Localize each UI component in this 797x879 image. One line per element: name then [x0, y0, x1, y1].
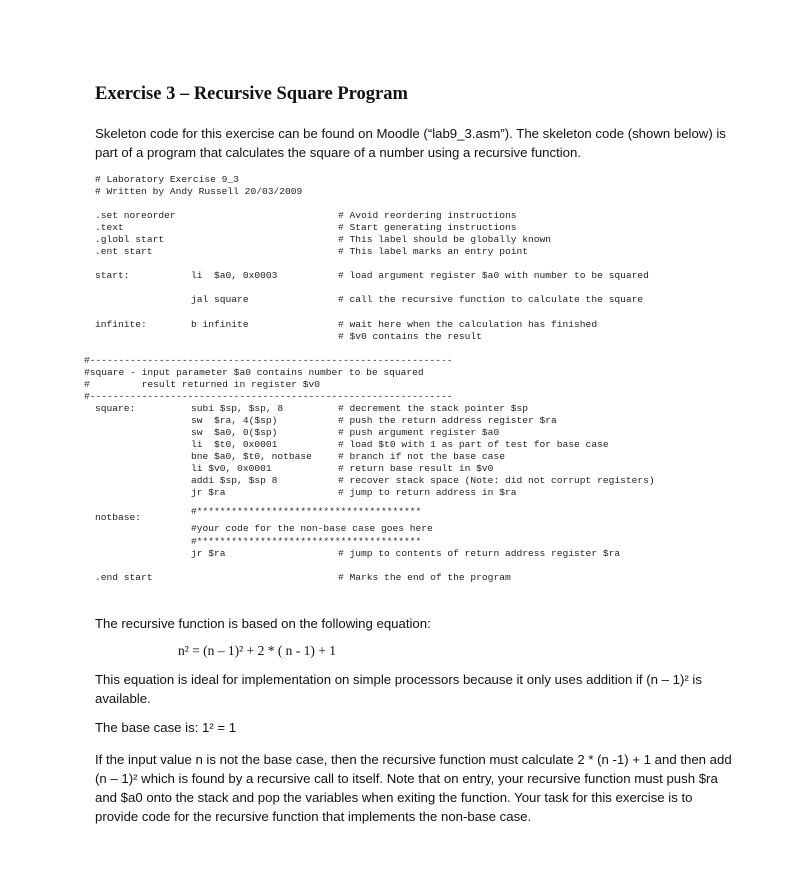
code-instr: .set noreorder [95, 210, 176, 221]
code-instr: .text [95, 222, 124, 233]
code-instr: .ent start [95, 246, 153, 257]
code-comment: # load argument register $a0 with number to be squared [338, 270, 649, 281]
code-comment: # wait here when the calculation has finished [338, 319, 598, 330]
code-label: notbase: [95, 512, 142, 523]
code-instr: jr $ra [191, 487, 226, 498]
code-instr: b infinite [191, 319, 249, 330]
page-title: Exercise 3 – Recursive Square Program [95, 84, 408, 104]
equation: n² = (n – 1)² + 2 * ( n - 1) + 1 [178, 643, 337, 658]
code-instr: li $a0, 0x0003 [191, 270, 278, 281]
code-instr: .end start [95, 572, 153, 583]
equation-intro: The recursive function is based on the following equation: [95, 616, 431, 631]
code-comment: # This label marks an entry point [338, 246, 528, 257]
final-paragraph: If the input value n is not the base case, then the recursive function must calculate 2 * (n -1) + 1 and then add (n – 1)² which is found by a recursive call to itself. Note that on entry, your recursive function must push $ra and $a0 onto the stack and pop the variables when exiting the function. Your task for this exercise is to provide code for the recursive function that implements the non-base case. [95, 752, 732, 824]
code-label: square: [95, 403, 136, 414]
code-comment: # load $t0 with 1 as part of test for base case [338, 439, 609, 450]
code-instr: .globl start [95, 234, 165, 245]
code-instr: sw $ra, 4($sp) [191, 415, 278, 426]
code-label: start: [95, 270, 130, 281]
code-comment: # push the return address register $ra [338, 415, 557, 426]
code-comment: # recover stack space (Note: did not corrupt registers) [338, 475, 655, 486]
code-comment: # branch if not the base case [338, 451, 505, 462]
code-comment: # Start generating instructions [338, 222, 517, 233]
code-instr: jr $ra [191, 548, 226, 559]
code-instr: addi $sp, $sp 8 [191, 475, 278, 486]
code-instr: li $v0, 0x0001 [191, 463, 272, 474]
code-instr: bne $a0, $t0, notbase [191, 451, 312, 462]
code-comment: # Marks the end of the program [338, 572, 511, 583]
code-label: infinite: [95, 319, 147, 330]
code-divider: #--------------------------------------------------------------- [84, 355, 453, 366]
code-divider: #*************************************** [191, 536, 422, 547]
code-instr: li $t0, 0x0001 [191, 439, 278, 450]
code-comment: # return base result in $v0 [338, 463, 494, 474]
code-comment: # push argument register $a0 [338, 427, 500, 438]
code-divider: #*************************************** [191, 506, 422, 517]
ideal-paragraph: This equation is ideal for implementation on simple processors because it only uses addition if (n – 1)² is available. [95, 672, 702, 706]
code-instr: sw $a0, 0($sp) [191, 427, 278, 438]
code-header-line: # Written by Andy Russell 20/03/2009 [95, 186, 303, 197]
code-comment: # call the recursive function to calculate the square [338, 294, 644, 305]
code-divider: #--------------------------------------------------------------- [84, 391, 453, 402]
code-instr: subi $sp, $sp, 8 [191, 403, 284, 414]
intro-paragraph: Skeleton code for this exercise can be found on Moodle (“lab9_3.asm”). The skeleton code (shown below) is part of a program that calculates the square of a number using a recursive function. [95, 126, 726, 160]
code-comment: # Avoid reordering instructions [338, 210, 517, 221]
base-case-text: The base case is: 1² = 1 [95, 720, 237, 735]
code-comment: # jump to contents of return address register $ra [338, 548, 621, 559]
code-comment: #square - input parameter $a0 contains number to be squared [84, 367, 424, 378]
code-instr: jal square [191, 294, 249, 305]
code-comment: # This label should be globally known [338, 234, 552, 245]
code-placeholder-comment: #your code for the non-base case goes here [191, 523, 433, 534]
code-comment: # result returned in register $v0 [84, 379, 321, 390]
code-comment: # jump to return address in $ra [338, 487, 517, 498]
code-comment: # decrement the stack pointer $sp [338, 403, 528, 414]
code-comment: # $v0 contains the result [338, 331, 482, 342]
code-header-line: # Laboratory Exercise 9_3 [95, 174, 239, 185]
